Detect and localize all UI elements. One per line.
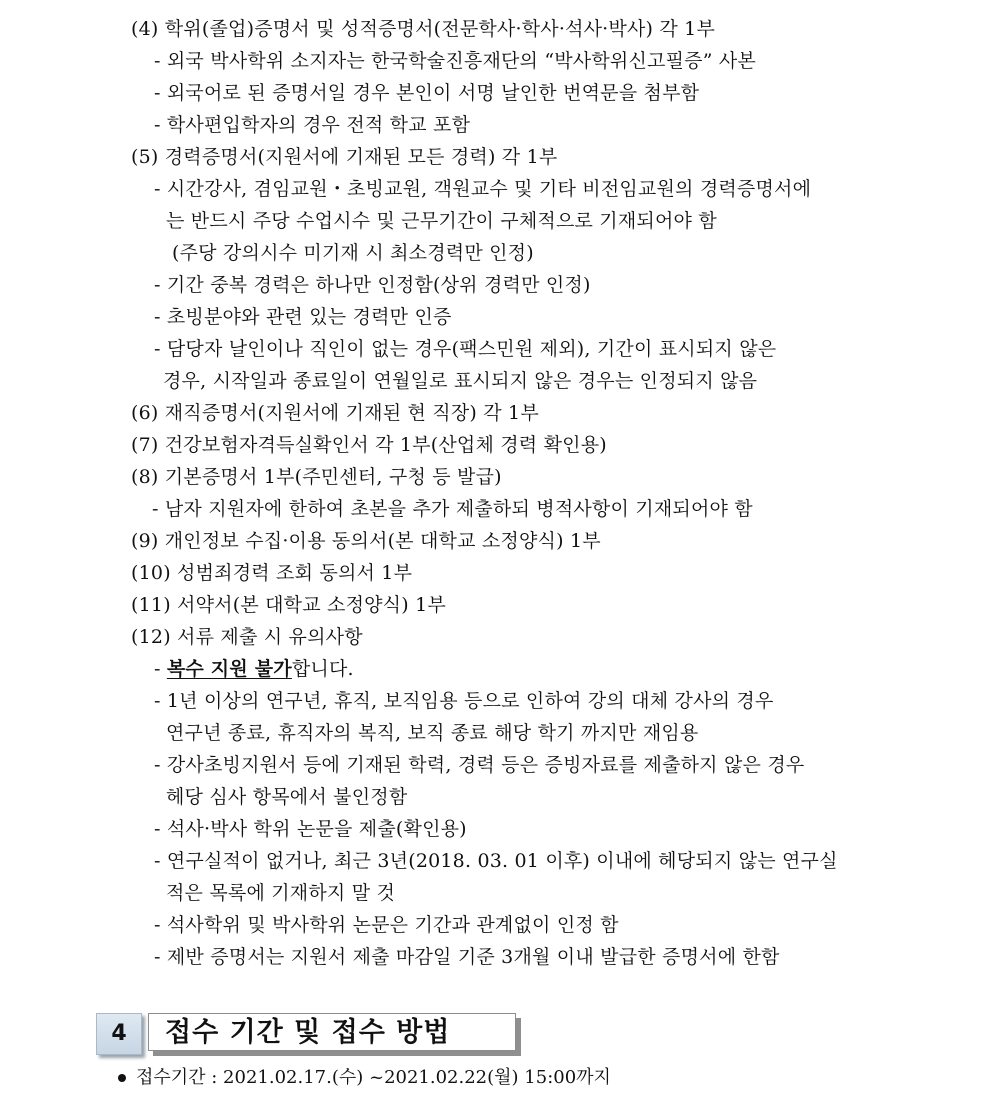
item-7-title: (7) 건강보험자격득실확인서 각 1부(산업체 경력 확인용) — [131, 434, 607, 456]
item-12-note-7: - 제반 증명서는 지원서 제출 마감일 기준 3개월 이내 발급한 증명서에 한함 — [154, 946, 780, 968]
item-8-note-1: - 남자 지원자에 한하여 초본을 추가 제출하되 병적사항이 기재되어야 함 — [152, 498, 753, 520]
item-5-note-4: - 담당자 날인이나 직인이 없는 경우(팩스민원 제외), 기간이 표시되지 않은 — [154, 338, 777, 360]
item-5-note-3: - 초빙분야와 관련 있는 경력만 인증 — [154, 306, 452, 328]
item-6-title: (6) 재직증명서(지원서에 기재된 현 직장) 각 1부 — [131, 402, 539, 424]
item-12-note-5-cont: 적은 목록에 기재하지 말 것 — [166, 882, 396, 904]
item-12-note-2: - 1년 이상의 연구년, 휴직, 보직임용 등으로 인하여 강의 대체 강사의 경우 — [154, 690, 774, 712]
item-4-note-3: - 학사편입학자의 경우 전적 학교 포함 — [154, 114, 471, 136]
item-10-title: (10) 성범죄경력 조회 동의서 1부 — [131, 562, 413, 584]
section-title: 접수 기간 및 접수 방법 — [148, 1013, 516, 1051]
item-4-note-2: - 외국어로 된 증명서일 경우 본인이 서명 날인한 번역문을 첨부함 — [154, 82, 700, 104]
item-5-title: (5) 경력증명서(지원서에 기재된 모든 경력) 각 1부 — [131, 146, 558, 168]
item-9-title: (9) 개인정보 수집·이용 동의서(본 대학교 소정양식) 1부 — [131, 530, 601, 552]
item-12-note-2-cont: 연구년 종료, 휴직자의 복직, 보직 종료 해당 학기 까지만 재임용 — [166, 722, 699, 744]
item-5-note-1-paren: (주당 강의시수 미기재 시 최소경력만 인정) — [172, 242, 534, 264]
application-period-text: 접수기간 : 2021.02.17.(수) ~2021.02.22(월) 15:00까지 — [136, 1067, 611, 1088]
item-12-note-3: - 강사초빙지원서 등에 기재된 학력, 경력 등은 증빙자료를 제출하지 않은 경우 — [154, 754, 805, 776]
item-5-note-2: - 기간 중복 경력은 하나만 인정함(상위 경력만 인정) — [154, 274, 591, 296]
item-5-note-1-cont: 는 반드시 주당 수업시수 및 근무기간이 구체적으로 기재되어야 함 — [166, 210, 717, 232]
item-4-title: (4) 학위(졸업)증명서 및 성적증명서(전문학사·학사·석사·박사) 각 1부 — [131, 18, 716, 40]
item-5-note-1: - 시간강사, 겸임교원・초빙교원, 객원교수 및 기타 비전임교원의 경력증명서에 — [154, 178, 812, 200]
no-multiple-application-emphasis: 복수 지원 불가 — [166, 658, 292, 680]
item-12-note-6: - 석사학위 및 박사학위 논문은 기간과 관계없이 인정 함 — [154, 914, 619, 936]
item-12-note-1: - 복수 지원 불가합니다. — [154, 658, 354, 680]
item-8-title: (8) 기본증명서 1부(주민센터, 구청 등 발급) — [131, 466, 502, 488]
item-12-note-4: - 석사·박사 학위 논문을 제출(확인용) — [154, 818, 467, 840]
application-period — [118, 1066, 611, 1090]
item-12-note-5: - 연구실적이 없거나, 최근 3년(2018. 03. 01 이후) 이내에 헤당되지 않는 연구실 — [154, 850, 838, 872]
item-12-note-3-cont: 헤당 심사 항목에서 불인정함 — [166, 786, 408, 808]
item-12-title: (12) 서류 제출 시 유의사항 — [131, 626, 363, 648]
item-5-note-4-cont: 경우, 시작일과 종료일이 연월일로 표시되지 않은 경우는 인정되지 않음 — [163, 370, 758, 392]
item-4-note-1: - 외국 박사학위 소지자는 한국학술진흥재단의 “박사학위신고필증” 사본 — [154, 50, 756, 72]
bullet-icon — [118, 1074, 126, 1082]
item-11-title: (11) 서약서(본 대학교 소정양식) 1부 — [131, 594, 446, 616]
section-number-badge: 4 — [96, 1013, 142, 1055]
section-header — [96, 1013, 524, 1058]
